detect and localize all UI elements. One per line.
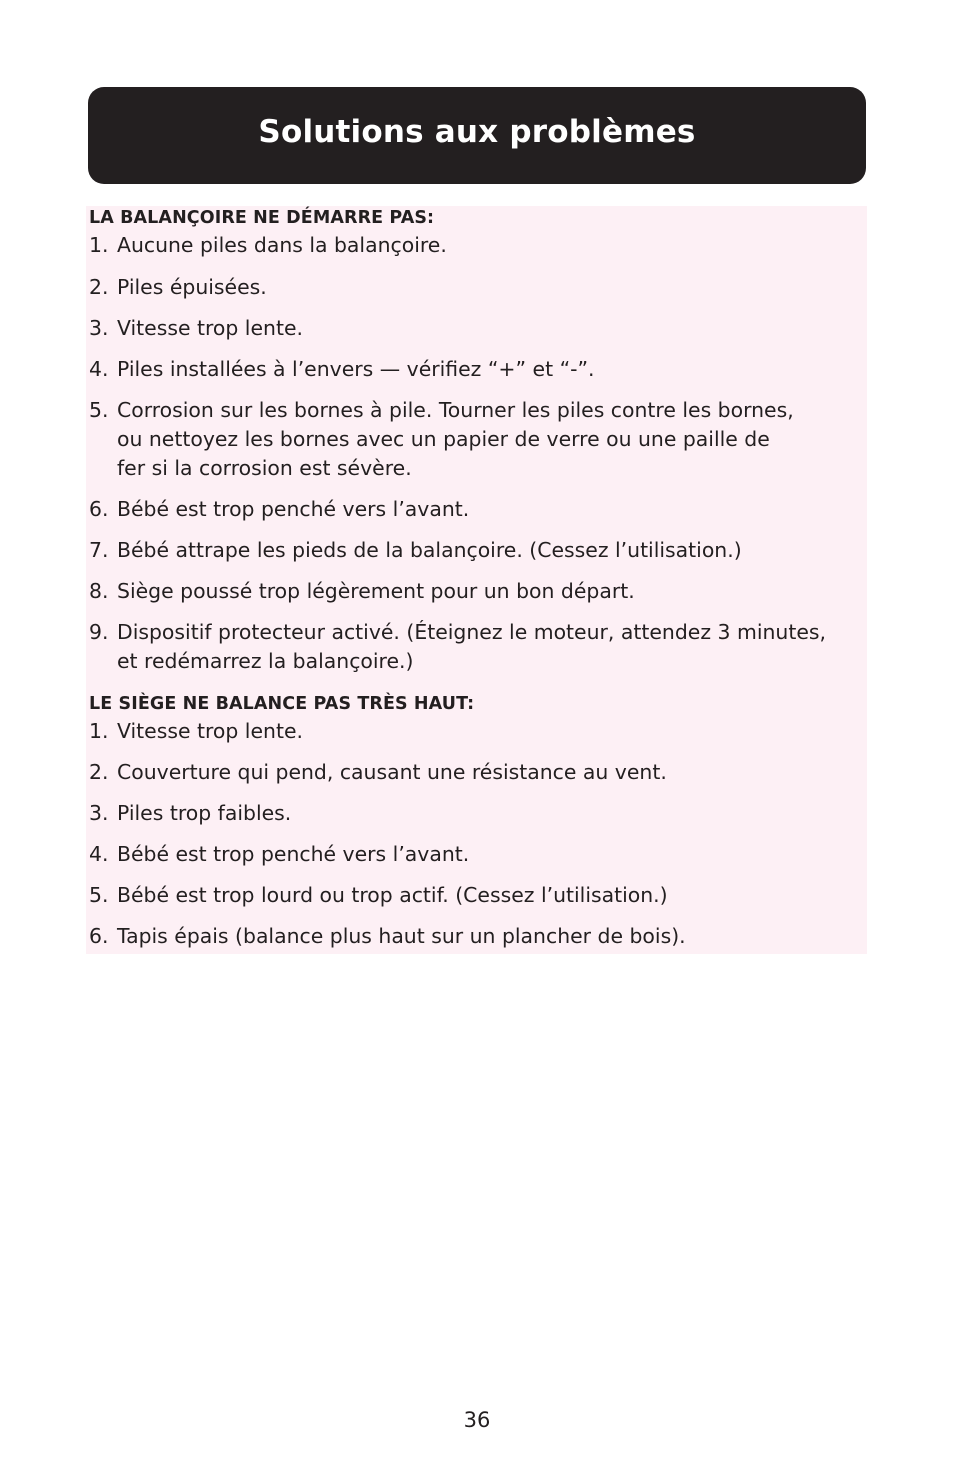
item-text: Bébé est trop lourd ou trop actif. (Cessez l’utilisation.) — [117, 883, 668, 907]
item-text: Aucune piles dans la balançoire. — [117, 233, 447, 257]
item-text-line: Dispositif protecteur activé. (Éteignez le moteur, attendez 3 minutes, — [117, 620, 826, 644]
item-number: 9. — [89, 620, 109, 644]
item-number: 5. — [89, 883, 109, 907]
list-item — [89, 396, 859, 483]
list-item — [89, 536, 859, 565]
page-title: Solutions aux problèmes — [258, 113, 696, 150]
list-item — [89, 273, 859, 302]
item-text-line: fer si la corrosion est sévère. — [117, 456, 412, 480]
list-item — [89, 314, 859, 343]
list-item — [89, 495, 859, 524]
item-text-line: Corrosion sur les bornes à pile. Tourner les piles contre les bornes, — [117, 398, 794, 422]
item-number: 4. — [89, 842, 109, 866]
list-item — [89, 881, 859, 910]
item-text — [117, 396, 859, 483]
item-number: 7. — [89, 538, 109, 562]
list-item — [89, 799, 859, 828]
item-text: Vitesse trop lente. — [117, 719, 303, 743]
item-text: Siège poussé trop légèrement pour un bon départ. — [117, 579, 635, 603]
item-number: 6. — [89, 497, 109, 521]
section-heading-swing-wont-start: LA BALANÇOIRE NE DÉMARRE PAS: — [89, 208, 435, 228]
troubleshooting-panel — [86, 206, 867, 954]
item-number: 5. — [89, 398, 109, 422]
list-item — [89, 355, 859, 384]
item-number: 2. — [89, 760, 109, 784]
list-item — [89, 717, 859, 746]
item-text: Vitesse trop lente. — [117, 316, 303, 340]
item-text: Piles installées à l’envers — vérifiez “+” et “-”. — [117, 357, 595, 381]
item-text: Bébé est trop penché vers l’avant. — [117, 497, 470, 521]
item-number: 6. — [89, 924, 109, 948]
list-item — [89, 231, 859, 260]
section-heading-seat-not-high: LE SIÈGE NE BALANCE PAS TRÈS HAUT: — [89, 694, 475, 714]
page-number: 36 — [463, 1408, 491, 1432]
item-number: 1. — [89, 719, 109, 743]
item-text: Bébé attrape les pieds de la balançoire. (Cessez l’utilisation.) — [117, 538, 742, 562]
title-bar — [88, 87, 866, 184]
list-item — [89, 922, 859, 951]
item-text: Piles épuisées. — [117, 275, 267, 299]
item-text-line: et redémarrez la balançoire.) — [117, 649, 414, 673]
item-number: 3. — [89, 801, 109, 825]
item-text: Piles trop faibles. — [117, 801, 292, 825]
item-number: 2. — [89, 275, 109, 299]
item-text: Couverture qui pend, causant une résistance au vent. — [117, 760, 667, 784]
item-number: 1. — [89, 233, 109, 257]
item-number: 4. — [89, 357, 109, 381]
list-item — [89, 618, 859, 676]
item-text — [117, 618, 859, 676]
item-number: 8. — [89, 579, 109, 603]
item-text: Bébé est trop penché vers l’avant. — [117, 842, 470, 866]
list-item — [89, 840, 859, 869]
item-text: Tapis épais (balance plus haut sur un plancher de bois). — [117, 924, 686, 948]
item-text-line: ou nettoyez les bornes avec un papier de verre ou une paille de — [117, 427, 770, 451]
list-item — [89, 758, 859, 787]
item-number: 3. — [89, 316, 109, 340]
list-item — [89, 577, 859, 606]
